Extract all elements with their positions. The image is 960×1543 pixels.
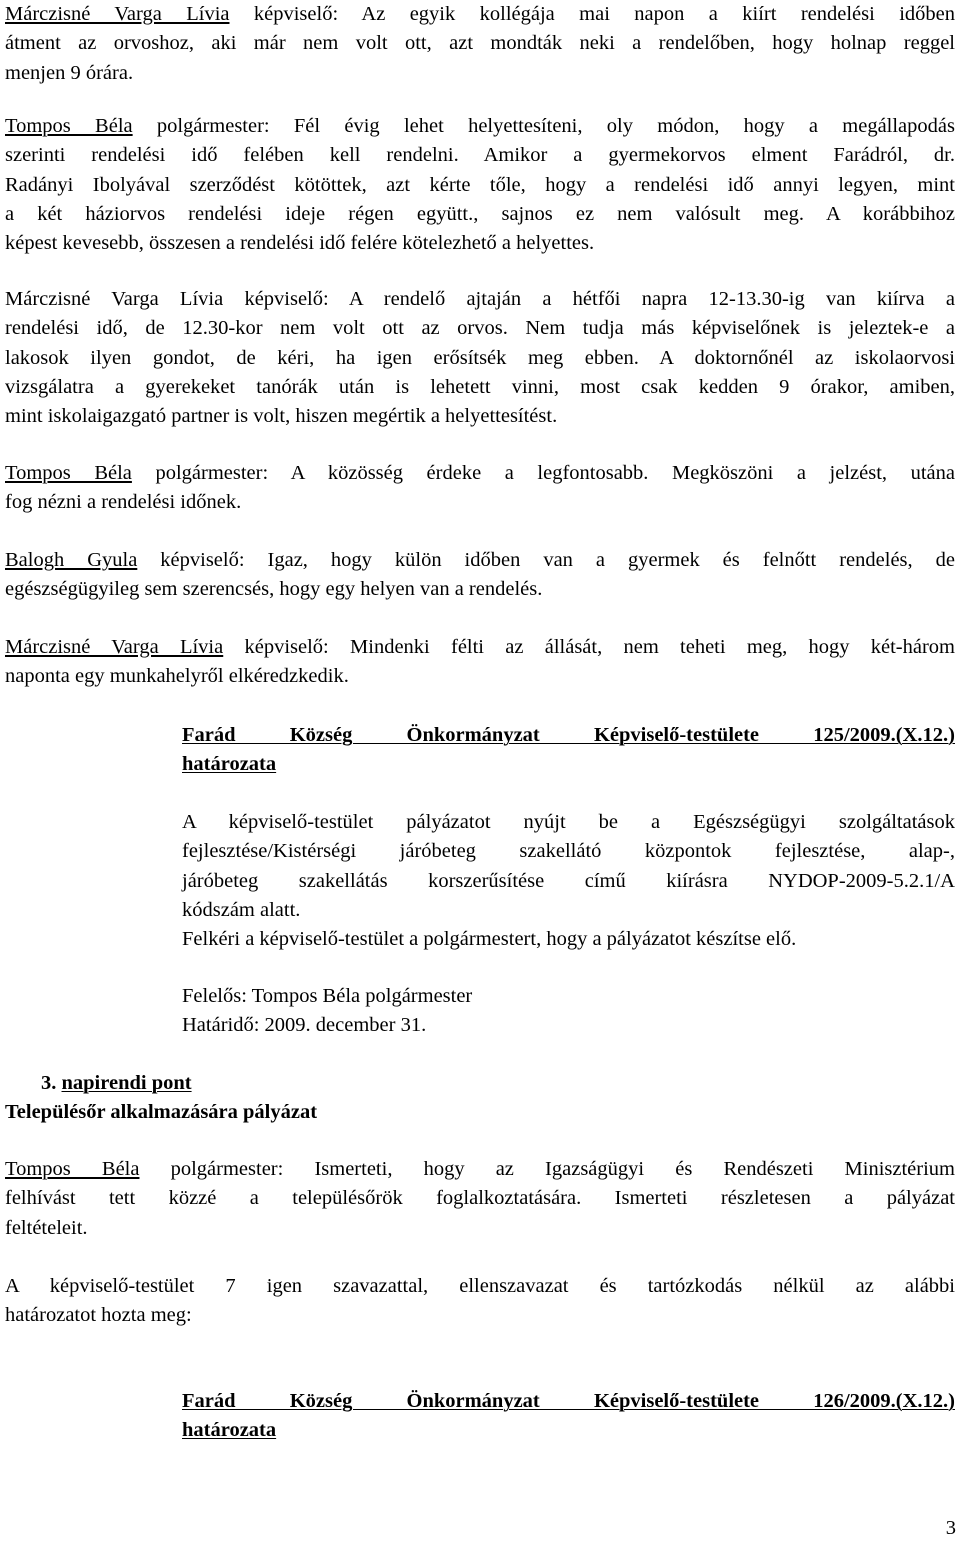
page-number: 3 — [945, 1517, 956, 1539]
deadline: Határidő: 2009. december 31. — [182, 1014, 427, 1037]
speaker-name: Balogh Gyula — [5, 549, 138, 571]
paragraph-varga-1: Márczisné Varga Lívia képviselő: Az egyik kollégája mai napon a kiírt rendelési időben átment az orvoshoz, aki már nem volt ott, azt mondták neki a rendelőben, hogy holnap reggel menjen 9 órára. — [5, 3, 955, 84]
resolution-125-meta — [182, 982, 955, 1041]
resolution-126-heading: Farád Község Önkormányzat Képviselő-testülete 126/2009.(X.12.) határozata — [182, 1390, 955, 1442]
agenda-item — [41, 1069, 641, 1098]
paragraph-varga-2: Márczisné Varga Lívia képviselő: A rendelő ajtaján a hétfői napra 12-13.30-ig van kiírva a rendelési idő, de 12.30-kor nem volt ott az orvos. Nem tudja más képviselőnek is jeleztek-e a lakosok ilyen gondot, de kéri, ha igen erősítsék meg ebben. A doktornőnél az iskolaorvosi vizsgálatra a gyerekeket tanórák után is lehetett vinni, most csak kedden 9 órakor, amiben, mint iskolaigazgató partner is volt, hiszen megértik a helyettesítést. — [5, 288, 955, 428]
responsible: Felelős: Tompos Béla polgármester — [182, 985, 473, 1007]
speaker-name: Márczisné Varga Lívia — [5, 3, 230, 25]
paragraph-tompos-2: Tompos Béla polgármester: A közösség érdeke a legfontosabb. Megköszöni a jelzést, utána fog nézni a rendelési időnek. — [5, 462, 955, 514]
resolution-125-body: A képviselő-testület pályázatot nyújt be a Egészségügyi szolgáltatások fejlesztése/Kistérségi járóbeteg szakellátó központok fejlesztése, alap-, járóbeteg szakellátás korszerűsítése című kiírásra NYDOP-2009-5.2.1/A kódszám alatt. Felkéri a képviselő-testület a polgármestert, hogy a pályázatot készítse elő. — [182, 811, 955, 951]
paragraph-tompos-3: Tompos Béla polgármester: Ismerteti, hogy az Igazságügyi és Rendészeti Minisztérium felhívást tett közzé a településőrök foglalkoztatására. Ismerteti részletesen a pályázat feltételeit. — [5, 1158, 955, 1239]
resolution-125-heading: Farád Község Önkormányzat Képviselő-testülete 125/2009.(X.12.) határozata — [182, 724, 955, 776]
speaker-name: Tompos Béla — [5, 115, 133, 137]
agenda-title: napirendi pont — [61, 1072, 192, 1094]
speaker-name: Márczisné Varga Lívia — [5, 636, 224, 658]
speaker-name: Tompos Béla — [5, 462, 132, 484]
speaker-name: Tompos Béla — [5, 1158, 140, 1180]
agenda-subject: Településőr alkalmazására pályázat — [5, 1101, 318, 1123]
paragraph-balogh: Balogh Gyula képviselő: Igaz, hogy külön időben van a gyermek és felnőtt rendelés, de egészségügyileg sem szerencsés, hogy egy helyen van a rendelés. — [5, 549, 955, 601]
agenda-number: 3. — [41, 1072, 57, 1094]
paragraph-varga-3: Márczisné Varga Lívia képviselő: Mindenki félti az állását, nem teheti meg, hogy két-három naponta egy munkahelyről elkéredzkedik. — [5, 636, 956, 688]
paragraph-tompos-1: Tompos Béla polgármester: Fél évig lehet helyettesíteni, oly módon, hogy a megállapodás szerinti rendelési idő felében kell rendelni. Amikor a gyermekorvos elment Farádról, dr. Radányi Ibolyával szerződést kötöttek, azt kérte tőle, hogy a rendelési idő annyi legyen, mint a két háziorvos rendelési ideje régen együtt., sajnos ez nem valósult meg. A korábbihoz képest kevesebb, összesen a rendelési idő felére kötelezhető a helyettes. — [5, 115, 955, 255]
paragraph-vote: A képviselő-testület 7 igen szavazattal, ellenszavazat és tartózkodás nélkül az alábbi határozatot hozta meg: — [5, 1275, 955, 1327]
